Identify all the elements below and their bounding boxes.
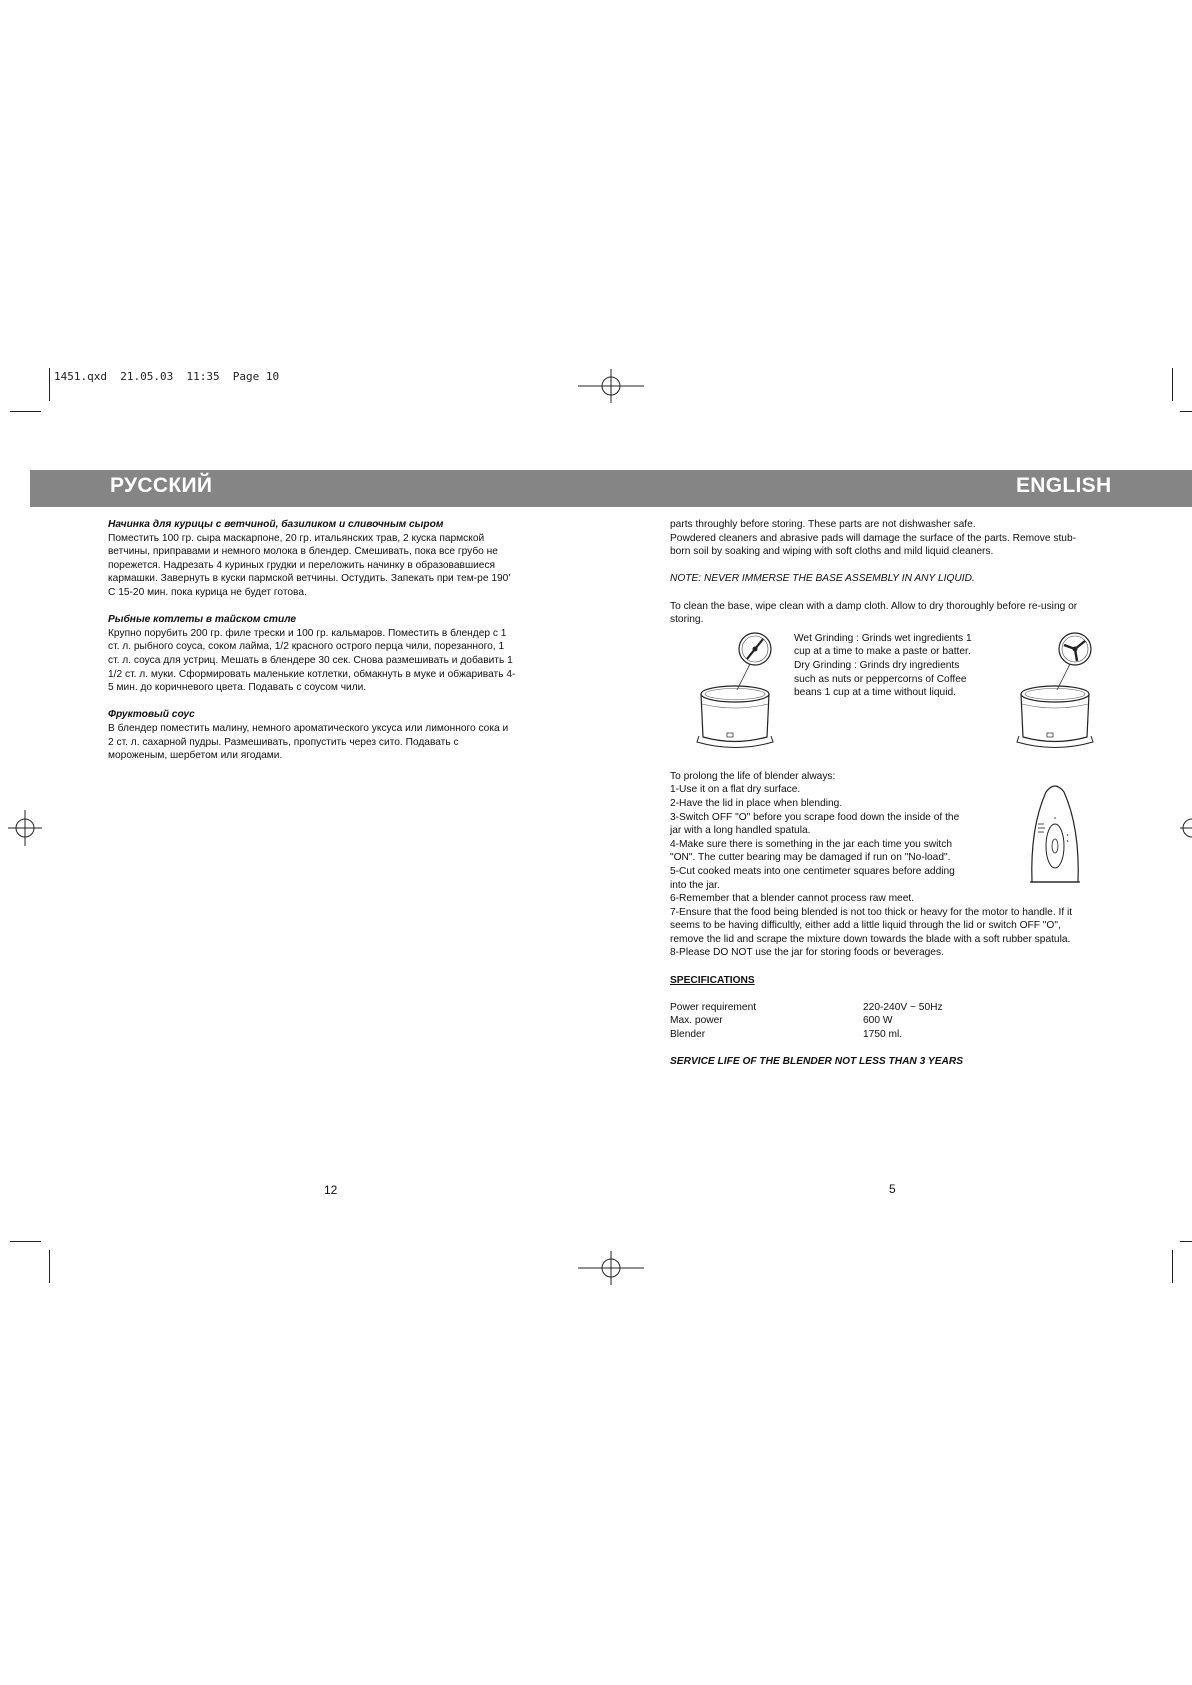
- text-line: beans 1 cup at a time without liquid.: [794, 687, 956, 699]
- crop-mark: [1180, 1241, 1192, 1242]
- text-line: ст. л. рыбного соуса, соком лайма, 1/2 красного острого перца чили, порезанного, 1: [108, 641, 505, 653]
- registration-mark-left: [8, 810, 42, 846]
- text-line: To clean the base, wipe clean with a damp cloth. Allow to dry thoroughly before re-using or: [670, 600, 1078, 612]
- crop-mark: [1172, 368, 1173, 401]
- spec-label: Blender: [670, 1029, 706, 1041]
- text-line: 1/2 ст. л. муки. Сформировать маленькие котлетки, обмакнуть в муке и обжаривать 4-: [108, 668, 516, 680]
- dry-grinder-illustration: [1015, 632, 1101, 754]
- text-line: 3-Switch OFF "O" before you scrape food down the inside of the: [670, 811, 960, 823]
- russian-column: [108, 518, 556, 763]
- wet-grinder-illustration: [695, 632, 781, 754]
- registration-mark-top: [578, 369, 644, 403]
- text-line: С 15-20 мин. пока курица не будет готова.: [108, 586, 307, 598]
- page-number-right: 5: [889, 1182, 896, 1196]
- spec-value: 1750 ml.: [863, 1029, 903, 1041]
- spec-row: [670, 1014, 1120, 1028]
- text-line: Dry Grinding : Grinds dry ingredients: [794, 659, 960, 671]
- recipe-title: Начинка для курицы с ветчиной, базиликом и сливочным сыром: [108, 519, 444, 530]
- crop-mark: [10, 1241, 41, 1242]
- text-line: 8-Please DO NOT use the jar for storing foods or beverages.: [670, 947, 944, 959]
- text-line: 4-Make sure there is something in the jar each time you switch: [670, 838, 952, 850]
- language-header-band: [30, 470, 1192, 507]
- text-line: В блендер поместить малину, немного ароматического уксуса или лимонного сока и: [108, 722, 509, 734]
- text-line: 7-Ensure that the food being blended is not too thick or heavy for the motor to handle. If it: [670, 906, 1073, 918]
- english-column: [670, 518, 1120, 1069]
- crop-mark: [49, 1250, 50, 1283]
- page-number-left: 12: [324, 1183, 338, 1197]
- crop-mark: [1172, 1250, 1173, 1283]
- text-line: such as nuts or peppercorns of Coffee: [794, 673, 967, 685]
- text-line: мороженым, шербетом или ягодами.: [108, 750, 283, 762]
- text-line: кармашки. Завернуть в куски пармской ветчины. Остудить. Запекать при тем-ре 190': [108, 573, 511, 585]
- grinding-description: [794, 632, 994, 700]
- file-slug: 1451.qxd 21.05.03 11:35 Page 10: [54, 370, 280, 383]
- text-line: 5-Cut cooked meats into one centimeter squares before adding: [670, 865, 955, 877]
- spec-row: [670, 1028, 1120, 1042]
- service-life-note: SERVICE LIFE OF THE BLENDER NOT LESS THAN 3 YEARS: [670, 1056, 964, 1068]
- text-line: parts throughly before storing. These parts are not dishwasher safe.: [670, 519, 976, 530]
- text-line: порежется. Надрезать 4 куриных грудки и переложить начинку в образовавшиеся: [108, 559, 496, 571]
- text-line: storing.: [670, 614, 704, 626]
- note-warning: NOTE: NEVER IMMERSE THE BASE ASSEMBLY IN ANY LIQUID.: [670, 573, 975, 585]
- registration-mark-right: [1180, 810, 1192, 846]
- russian-heading: РУССКИЙ: [110, 474, 213, 497]
- spec-row: [670, 1001, 1120, 1015]
- text-line: 2 ст. л. сахарной пудры. Размешивать, пропустить через сито. Подавать с: [108, 736, 459, 748]
- text-line: remove the lid and scrape the mixture down towards the blade with a soft rubber spatula.: [670, 933, 1071, 945]
- registration-mark-bottom: [578, 1251, 644, 1285]
- crop-mark: [49, 368, 50, 401]
- specifications-heading: SPECIFICATIONS: [670, 974, 755, 986]
- text-line: ст. л. соуса для устриц. Мешать в блендере 30 сек. Снова размешивать и добавить 1: [108, 654, 513, 666]
- spec-label: Max. power: [670, 1015, 723, 1027]
- spec-label: Power requirement: [670, 1001, 757, 1013]
- spec-value: 220-240V ~ 50Hz: [863, 1001, 943, 1013]
- text-line: To prolong the life of blender always:: [670, 770, 836, 782]
- text-line: cup at a time to make a paste or batter.: [794, 646, 971, 658]
- crop-mark: [10, 411, 41, 412]
- text-line: seems to be having difficultly, either add a little liquid through the lid or switch OFF "O",: [670, 920, 1061, 932]
- english-heading: ENGLISH: [1016, 474, 1112, 497]
- text-line: ветчины, приправами и немного молока в блендер. Смешивать, пока все грубо не: [108, 546, 498, 558]
- grinding-figure-row: [670, 632, 1120, 770]
- crop-mark: [1180, 411, 1192, 412]
- text-line: born soil by soaking and wiping with soft cloths and mild liquid cleaners.: [670, 546, 994, 558]
- usage-tips: [670, 770, 1120, 960]
- text-line: 6-Remember that a blender cannot process raw meet.: [670, 893, 915, 905]
- text-line: Крупно порубить 200 гр. филе трески и 100 гр. кальмаров. Поместить в блендер с 1: [108, 627, 507, 639]
- text-line: jar with a long handled spatula.: [670, 825, 811, 837]
- recipe-title: Фруктовый соус: [108, 709, 195, 721]
- text-line: 2-Have the lid in place when blending.: [670, 797, 843, 809]
- text-line: into the jar.: [670, 879, 720, 891]
- text-line: Wet Grinding : Grinds wet ingredients 1: [794, 632, 972, 644]
- text-line: Поместить 100 гр. сыра маскарпоне, 20 гр. итальянских трав, 2 куска пармской: [108, 532, 485, 544]
- text-line: Powdered cleaners and abrasive pads will damage the surface of the parts. Remove stub-: [670, 532, 1077, 544]
- text-line: 1-Use it on a flat dry surface.: [670, 784, 801, 796]
- recipe-title: Рыбные котлеты в тайском стиле: [108, 614, 297, 626]
- spec-value: 600 W: [863, 1015, 893, 1027]
- text-line: 5 мин. до коричневого цвета. Подавать с соусом чили.: [108, 682, 367, 694]
- text-line: "ON". The cutter bearing may be damaged if run on "No-load".: [670, 852, 951, 864]
- blender-base-illustration: [1024, 778, 1086, 890]
